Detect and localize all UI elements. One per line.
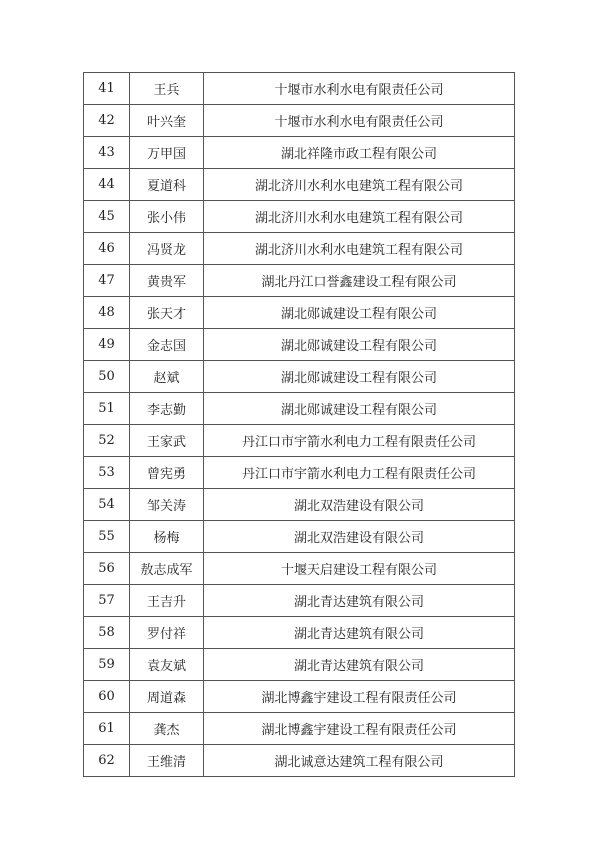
row-number-cell: 56: [84, 553, 130, 585]
person-name-cell: 周道森: [130, 681, 204, 713]
company-name-cell: 湖北青达建筑有限公司: [204, 649, 515, 681]
company-name-cell: 十堰天启建设工程有限公司: [204, 553, 515, 585]
table-row: [84, 361, 515, 393]
person-name-cell: 袁友斌: [130, 649, 204, 681]
company-name-cell: 湖北丹江口誉鑫建设工程有限公司: [204, 265, 515, 297]
table-body: [84, 73, 515, 777]
company-name-cell: 丹江口市宇箭水利电力工程有限责任公司: [204, 457, 515, 489]
table-row: [84, 73, 515, 105]
row-number-cell: 41: [84, 73, 130, 105]
person-name-cell: 王兵: [130, 73, 204, 105]
row-number-cell: 60: [84, 681, 130, 713]
person-name-cell: 曾宪勇: [130, 457, 204, 489]
row-number-cell: 47: [84, 265, 130, 297]
table-row: [84, 233, 515, 265]
table-row: [84, 425, 515, 457]
person-name-cell: 王家武: [130, 425, 204, 457]
person-name-cell: 龚杰: [130, 713, 204, 745]
row-number-cell: 50: [84, 361, 130, 393]
table-row: [84, 713, 515, 745]
table-row: [84, 137, 515, 169]
person-name-cell: 张小伟: [130, 201, 204, 233]
row-number-cell: 62: [84, 745, 130, 777]
company-name-cell: 湖北双浩建设有限公司: [204, 521, 515, 553]
company-name-cell: 丹江口市宇箭水利电力工程有限责任公司: [204, 425, 515, 457]
person-name-cell: 邹关涛: [130, 489, 204, 521]
company-name-cell: 湖北博鑫宇建设工程有限责任公司: [204, 681, 515, 713]
company-name-cell: 湖北郧诚建设工程有限公司: [204, 361, 515, 393]
company-name-cell: 十堰市水利水电有限责任公司: [204, 105, 515, 137]
table-row: [84, 681, 515, 713]
person-name-cell: 罗付祥: [130, 617, 204, 649]
table-row: [84, 393, 515, 425]
company-name-cell: 湖北郧诚建设工程有限公司: [204, 393, 515, 425]
table-row: [84, 201, 515, 233]
person-name-cell: 王吉升: [130, 585, 204, 617]
table-row: [84, 297, 515, 329]
person-name-cell: 张天才: [130, 297, 204, 329]
table-row: [84, 521, 515, 553]
table-row: [84, 457, 515, 489]
person-name-cell: 杨梅: [130, 521, 204, 553]
row-number-cell: 58: [84, 617, 130, 649]
row-number-cell: 49: [84, 329, 130, 361]
row-number-cell: 42: [84, 105, 130, 137]
row-number-cell: 52: [84, 425, 130, 457]
person-name-cell: 敖志成军: [130, 553, 204, 585]
table-row: [84, 617, 515, 649]
row-number-cell: 54: [84, 489, 130, 521]
table-row: [84, 489, 515, 521]
table-row: [84, 553, 515, 585]
row-number-cell: 59: [84, 649, 130, 681]
table-row: [84, 649, 515, 681]
row-number-cell: 45: [84, 201, 130, 233]
person-name-cell: 金志国: [130, 329, 204, 361]
person-name-cell: 王维清: [130, 745, 204, 777]
company-name-cell: 湖北双浩建设有限公司: [204, 489, 515, 521]
row-number-cell: 61: [84, 713, 130, 745]
company-name-cell: 十堰市水利水电有限责任公司: [204, 73, 515, 105]
person-name-cell: 万甲国: [130, 137, 204, 169]
company-name-cell: 湖北郧诚建设工程有限公司: [204, 297, 515, 329]
row-number-cell: 43: [84, 137, 130, 169]
row-number-cell: 48: [84, 297, 130, 329]
company-name-cell: 湖北祥隆市政工程有限公司: [204, 137, 515, 169]
person-name-cell: 叶兴奎: [130, 105, 204, 137]
person-name-cell: 李志勤: [130, 393, 204, 425]
person-name-cell: 冯贤龙: [130, 233, 204, 265]
person-name-cell: 夏道科: [130, 169, 204, 201]
table-row: [84, 265, 515, 297]
company-name-cell: 湖北郧诚建设工程有限公司: [204, 329, 515, 361]
table-row: [84, 745, 515, 777]
row-number-cell: 46: [84, 233, 130, 265]
table-row: [84, 169, 515, 201]
company-name-cell: 湖北博鑫宇建设工程有限责任公司: [204, 713, 515, 745]
row-number-cell: 53: [84, 457, 130, 489]
table-row: [84, 585, 515, 617]
company-name-cell: 湖北青达建筑有限公司: [204, 585, 515, 617]
company-name-cell: 湖北青达建筑有限公司: [204, 617, 515, 649]
person-name-cell: 赵斌: [130, 361, 204, 393]
row-number-cell: 55: [84, 521, 130, 553]
table-row: [84, 329, 515, 361]
personnel-table: [83, 72, 515, 777]
row-number-cell: 44: [84, 169, 130, 201]
row-number-cell: 57: [84, 585, 130, 617]
company-name-cell: 湖北诚意达建筑工程有限公司: [204, 745, 515, 777]
row-number-cell: 51: [84, 393, 130, 425]
person-name-cell: 黄贵军: [130, 265, 204, 297]
company-name-cell: 湖北济川水利水电建筑工程有限公司: [204, 169, 515, 201]
company-name-cell: 湖北济川水利水电建筑工程有限公司: [204, 201, 515, 233]
company-name-cell: 湖北济川水利水电建筑工程有限公司: [204, 233, 515, 265]
table-row: [84, 105, 515, 137]
